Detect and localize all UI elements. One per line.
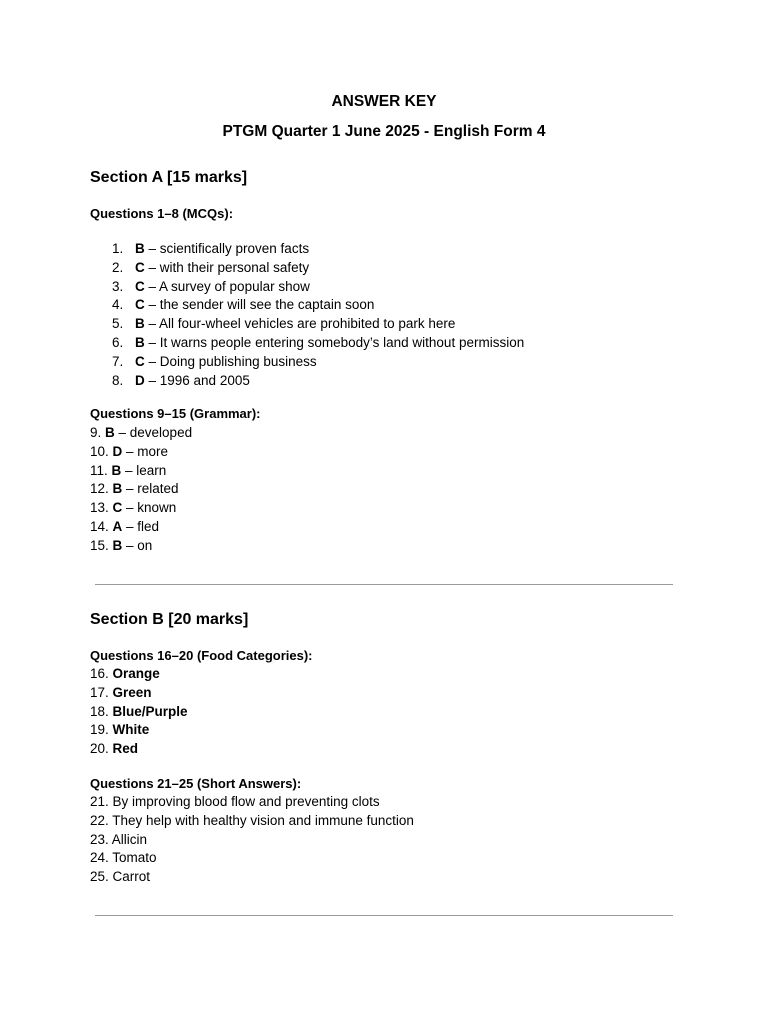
answer-text: – on	[122, 537, 153, 553]
grammar-item	[90, 424, 192, 443]
answer-text: Red	[112, 741, 139, 757]
answer-letter: A	[112, 518, 123, 534]
item-number: 13.	[90, 500, 113, 516]
answer-letter: B	[135, 334, 145, 350]
item-number: 14.	[90, 518, 113, 534]
grammar-item	[90, 443, 192, 462]
answer-text: – Doing publishing business	[144, 353, 317, 369]
grammar-item	[90, 518, 192, 537]
grammar-item	[90, 499, 192, 518]
answer-letter: B	[112, 481, 123, 497]
item-number: 19.	[90, 722, 113, 738]
grammar-answer-list	[90, 424, 192, 556]
answer-letter: C	[135, 259, 145, 275]
food-categories-heading: Questions 16–20 (Food Categories):	[90, 648, 313, 663]
answer-text: – A survey of popular show	[144, 278, 310, 294]
food-category-item	[90, 665, 188, 684]
item-number: 12.	[90, 481, 113, 497]
answer-text: – learn	[121, 462, 167, 478]
short-answer-item: 23. Allicin	[90, 831, 148, 847]
answer-text: – developed	[114, 425, 193, 440]
food-category-item	[90, 721, 188, 740]
answer-letter: C	[135, 353, 145, 369]
answer-text: – with their personal safety	[144, 259, 310, 275]
section-divider	[95, 915, 673, 916]
answer-letter: B	[135, 241, 145, 256]
answer-text: Blue/Purple	[112, 703, 188, 719]
grammar-heading: Questions 9–15 (Grammar):	[90, 406, 261, 421]
answer-text: – related	[122, 481, 179, 497]
section-b-heading: Section B [20 marks]	[90, 611, 249, 628]
grammar-item	[90, 462, 192, 481]
answer-letter: D	[135, 372, 145, 388]
food-category-item	[90, 740, 188, 759]
item-number: 18.	[90, 703, 113, 719]
document-subtitle: PTGM Quarter 1 June 2025 - English Form 4	[222, 123, 546, 140]
item-number: 6.	[112, 334, 124, 350]
section-a-heading: Section A [15 marks]	[90, 169, 248, 186]
item-number: 7.	[112, 353, 124, 369]
short-answer-item: 22. They help with healthy vision and immune function	[90, 812, 414, 828]
answer-letter: D	[112, 443, 123, 459]
item-number: 1.	[112, 241, 124, 256]
answer-text: White	[112, 722, 150, 738]
answer-text: – more	[122, 443, 169, 459]
mcq-heading: Questions 1–8 (MCQs):	[90, 206, 234, 221]
answer-letter: B	[105, 425, 115, 440]
answer-text: – All four-wheel vehicles are prohibited to park here	[144, 316, 456, 332]
food-category-item	[90, 684, 188, 703]
short-answers-heading: Questions 21–25 (Short Answers):	[90, 776, 302, 791]
item-number: 17.	[90, 684, 113, 700]
item-number: 11.	[90, 462, 112, 478]
item-number: 15.	[90, 537, 113, 553]
item-number: 3.	[112, 278, 124, 294]
answer-text: – scientifically proven facts	[144, 241, 310, 256]
short-answer-item: 24. Tomato	[90, 850, 157, 866]
food-category-item	[90, 703, 188, 722]
answer-letter: C	[135, 278, 145, 294]
grammar-item	[90, 537, 192, 556]
item-number: 8.	[112, 372, 124, 388]
item-number: 10.	[90, 443, 113, 459]
answer-text: Green	[112, 684, 152, 700]
item-number: 16.	[90, 666, 113, 681]
answer-letter: B	[112, 537, 123, 553]
food-categories-list	[90, 665, 188, 759]
short-answer-item: 21. By improving blood flow and preventing clots	[90, 794, 380, 809]
short-answers-list	[90, 793, 414, 887]
answer-text: – It warns people entering somebody’s land without permission	[144, 334, 525, 350]
item-number: 9.	[90, 425, 106, 440]
item-number: 20.	[90, 741, 113, 757]
answer-text: – the sender will see the captain soon	[144, 297, 375, 313]
item-number: 5.	[112, 316, 124, 332]
answer-letter: B	[111, 462, 122, 478]
section-divider	[95, 584, 673, 585]
answer-letter: C	[135, 297, 145, 313]
item-number: 2.	[112, 259, 124, 275]
document-title: ANSWER KEY	[331, 93, 437, 110]
short-answer-item: 25. Carrot	[90, 869, 151, 885]
answer-text: Orange	[112, 666, 160, 681]
answer-text: – known	[122, 500, 177, 516]
answer-letter: C	[112, 500, 123, 516]
item-number: 4.	[112, 297, 124, 313]
grammar-item	[90, 480, 192, 499]
answer-letter: B	[135, 316, 145, 332]
answer-text: – fled	[122, 518, 160, 534]
answer-text: – 1996 and 2005	[144, 372, 250, 388]
